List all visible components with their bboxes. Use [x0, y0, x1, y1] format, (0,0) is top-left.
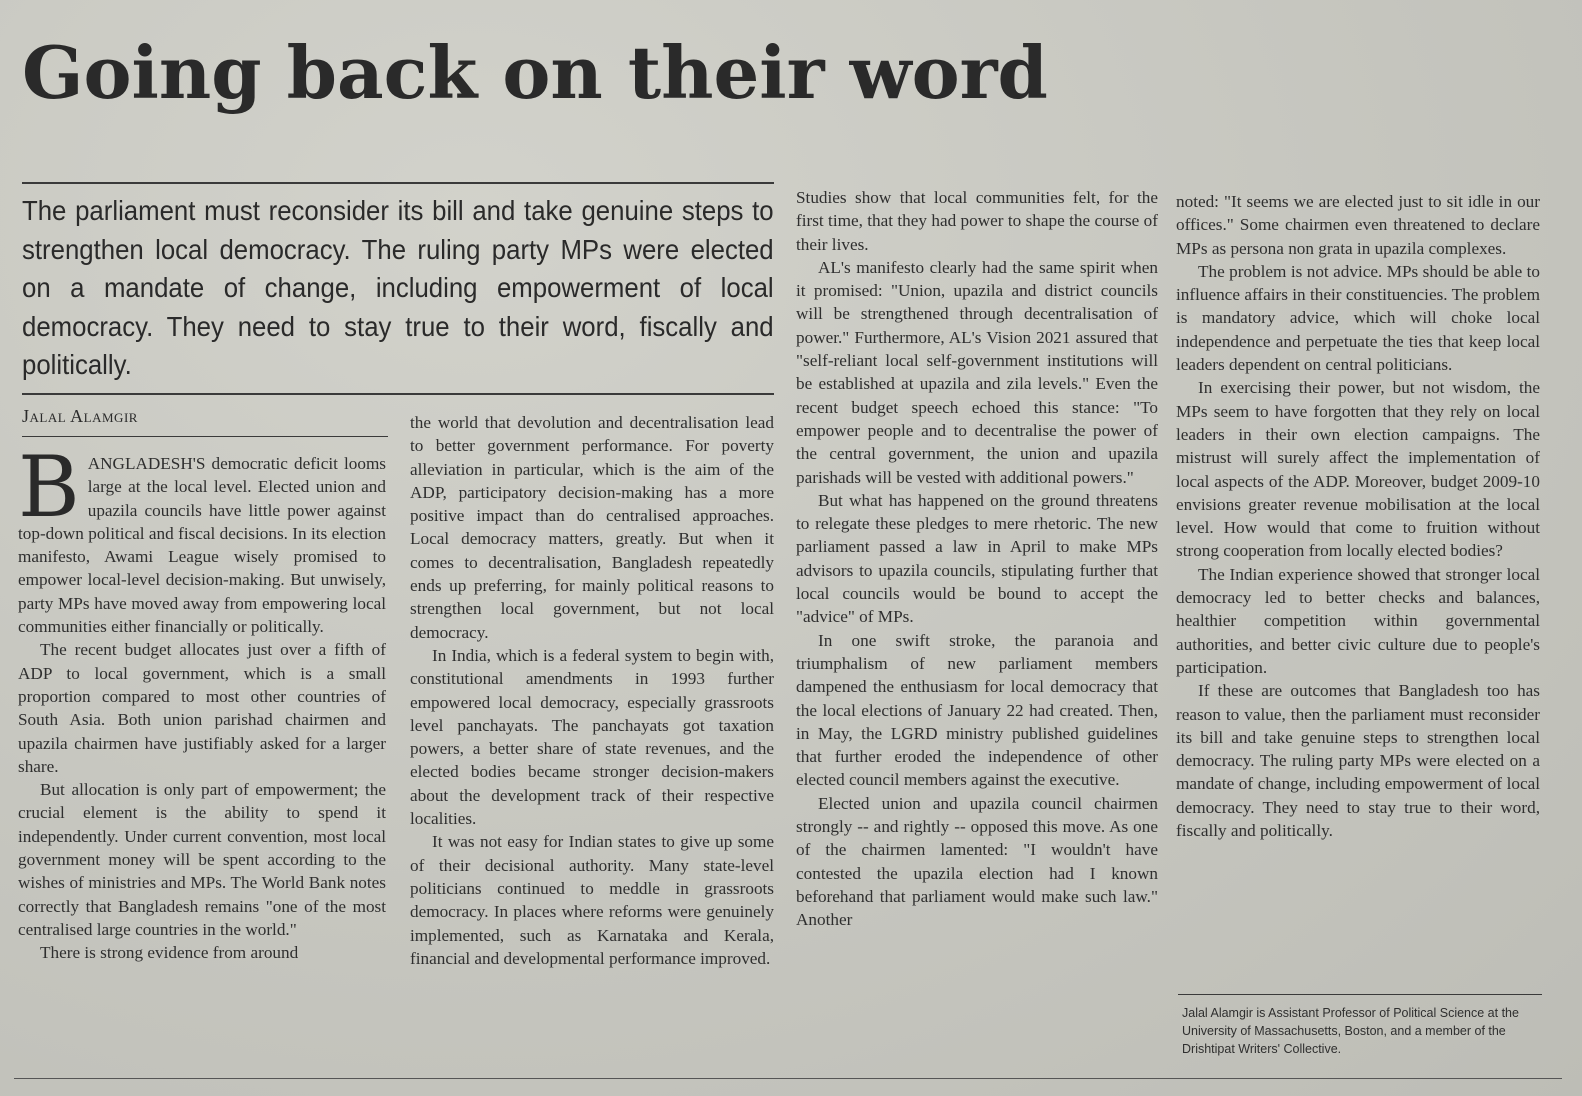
byline: Jalal Alamgir: [22, 406, 138, 426]
paragraph: If these are outcomes that Bangladesh too has reason to value, then the parliament must reconsider its bill and take genuine steps to strengthen local democracy. The ruling party MPs were elected on a mandate of change, including empowerment of local democracy. They need to stay true to their word, fiscally and politically.: [1176, 681, 1540, 841]
paragraph-text: ANGLADESH'S democratic deficit looms large at the local level. Elected union and upazila councils have little power against top-down political and fiscal decisions. In its election manifesto, Awami League wisely promised to empower local-level decision-making. But unwisely, party MPs have moved away from empowering local communities either financially or politically.: [18, 454, 386, 637]
article-column-2: [410, 411, 774, 970]
paragraph: It was not easy for Indian states to give up some of their decisional authority. Many state-level politicians continued to meddle in grassroots democracy. In places where reforms were genuinely implemented, such as Karnataka and Kerala, financial and developmental performance improved.: [410, 832, 774, 968]
paragraph: In India, which is a federal system to begin with, constitutional amendments in 1993 further empowered local democracy, especially grassroots level panchayats. The panchayats got taxation powers, a better share of state revenues, and the elected bodies became stronger decision-makers about the development track of their respective localities.: [410, 645, 774, 829]
paragraph: Elected union and upazila council chairmen strongly -- and rightly -- opposed this move. As one of the chairmen lamented: "I wouldn't have contested the upazila election had I known beforehand that parliament would make such law." Another: [796, 793, 1158, 930]
paragraph: Studies show that local communities felt, for the first time, that they had power to shape the course of their lives.: [796, 188, 1158, 254]
paragraph: In exercising their power, but not wisdom, the MPs seem to have forgotten that they rely on local leaders in their own election campaigns. The mistrust will surely affect the implementation of local aspects of the ADP. Moreover, budget 2009-10 envisions greater revenue mobilisation at the local level. How would that come to fruition without strong cooperation from locally elected bodies?: [1176, 378, 1540, 561]
author-bio: [1182, 1004, 1544, 1058]
bio-rule: [1178, 994, 1542, 995]
byline-rule: [22, 436, 388, 437]
paragraph: In one swift stroke, the paranoia and triumphalism of new parliament members dampened the enthusiasm for local democracy that the local elections of January 22 had created. Then, in May, the LGRD ministry published guidelines that further eroded the independence of other elected council members against the executive.: [796, 630, 1158, 790]
paragraph: But allocation is only part of empowerment; the crucial element is the ability to spend it independently. Under current convention, most local government money will be spent according to the wishes of ministries and MPs. The World Bank notes correctly that Bangladesh remains "one of the most centralised large countries in the world.": [18, 780, 386, 939]
author-bio-line: Jalal Alamgir is Assistant Professor of Political Science at the: [1182, 1006, 1519, 1020]
deck-top-rule: [22, 182, 774, 184]
paragraph: noted: "It seems we are elected just to sit idle in our offices." Some chairmen even threatened to declare MPs as persona non grata in upazila complexes.: [1176, 192, 1540, 258]
article-column-4: [1176, 190, 1540, 842]
paragraph: AL's manifesto clearly had the same spirit when it promised: "Union, upazila and district councils will be strengthened through decentralisation of power." Furthermore, AL's Vision 2021 assured that "self-reliant local self-government institutions will be established at upazila and zila levels." Even the recent budget speech echoed this stance: "To empower people and to decentralise the power of the central government, the union and upazila parishads will be vested with additional powers.": [796, 257, 1158, 487]
paragraph: There is strong evidence from around: [40, 943, 299, 963]
article-column-3: [796, 186, 1158, 932]
headline: Going back on their word: [22, 30, 1048, 115]
paragraph: The recent budget allocates just over a fifth of ADP to local government, which is a small proportion compared to most other countries of South Asia. Both union parishad chairmen and upazila chairmen have justifiably asked for a larger share.: [18, 640, 386, 776]
article-column-1: [18, 438, 386, 965]
drop-cap: B: [18, 438, 80, 536]
page-bottom-rule: [14, 1078, 1562, 1079]
paragraph: The Indian experience showed that stronger local democracy led to better checks and balances, healthier competition within governmental authorities, and better civic culture due to people's participation.: [1176, 564, 1540, 677]
paragraph: The problem is not advice. MPs should be able to influence affairs in their constituencies. The problem is mandatory advice, which will choke local independence and perpetuate the ties that keep local leaders dependent on central politicians.: [1176, 261, 1540, 375]
author-bio-line: Drishtipat Writers' Collective.: [1182, 1042, 1342, 1056]
paragraph: [18, 438, 386, 638]
deck-summary: The parliament must reconsider its bill and take genuine steps to strengthen local democracy. The ruling party MPs were elected on a mandate of change, including empowerment of local democracy. They need to stay true to their word, fiscally and politically.: [22, 195, 774, 380]
paragraph: But what has happened on the ground threatens to relegate these pledges to mere rhetoric. The new parliament passed a law in April to make MPs advisors to upazila councils, stipulating further that local councils would be bound to accept the "advice" of MPs.: [796, 490, 1158, 627]
paragraph: the world that devolution and decentralisation lead to better government performance. For poverty alleviation in particular, which is the aim of the ADP, participatory decision-making has a more positive impact than do centralised approaches. Local democracy matters, greatly. But when it comes to decentralisation, Bangladesh repeatedly ends up preferring, for mainly political reasons to strengthen local government, but not local democracy.: [410, 413, 774, 642]
deck-bottom-rule: [22, 393, 774, 395]
author-bio-line: University of Massachusetts, Boston, and a member of the: [1182, 1024, 1506, 1038]
